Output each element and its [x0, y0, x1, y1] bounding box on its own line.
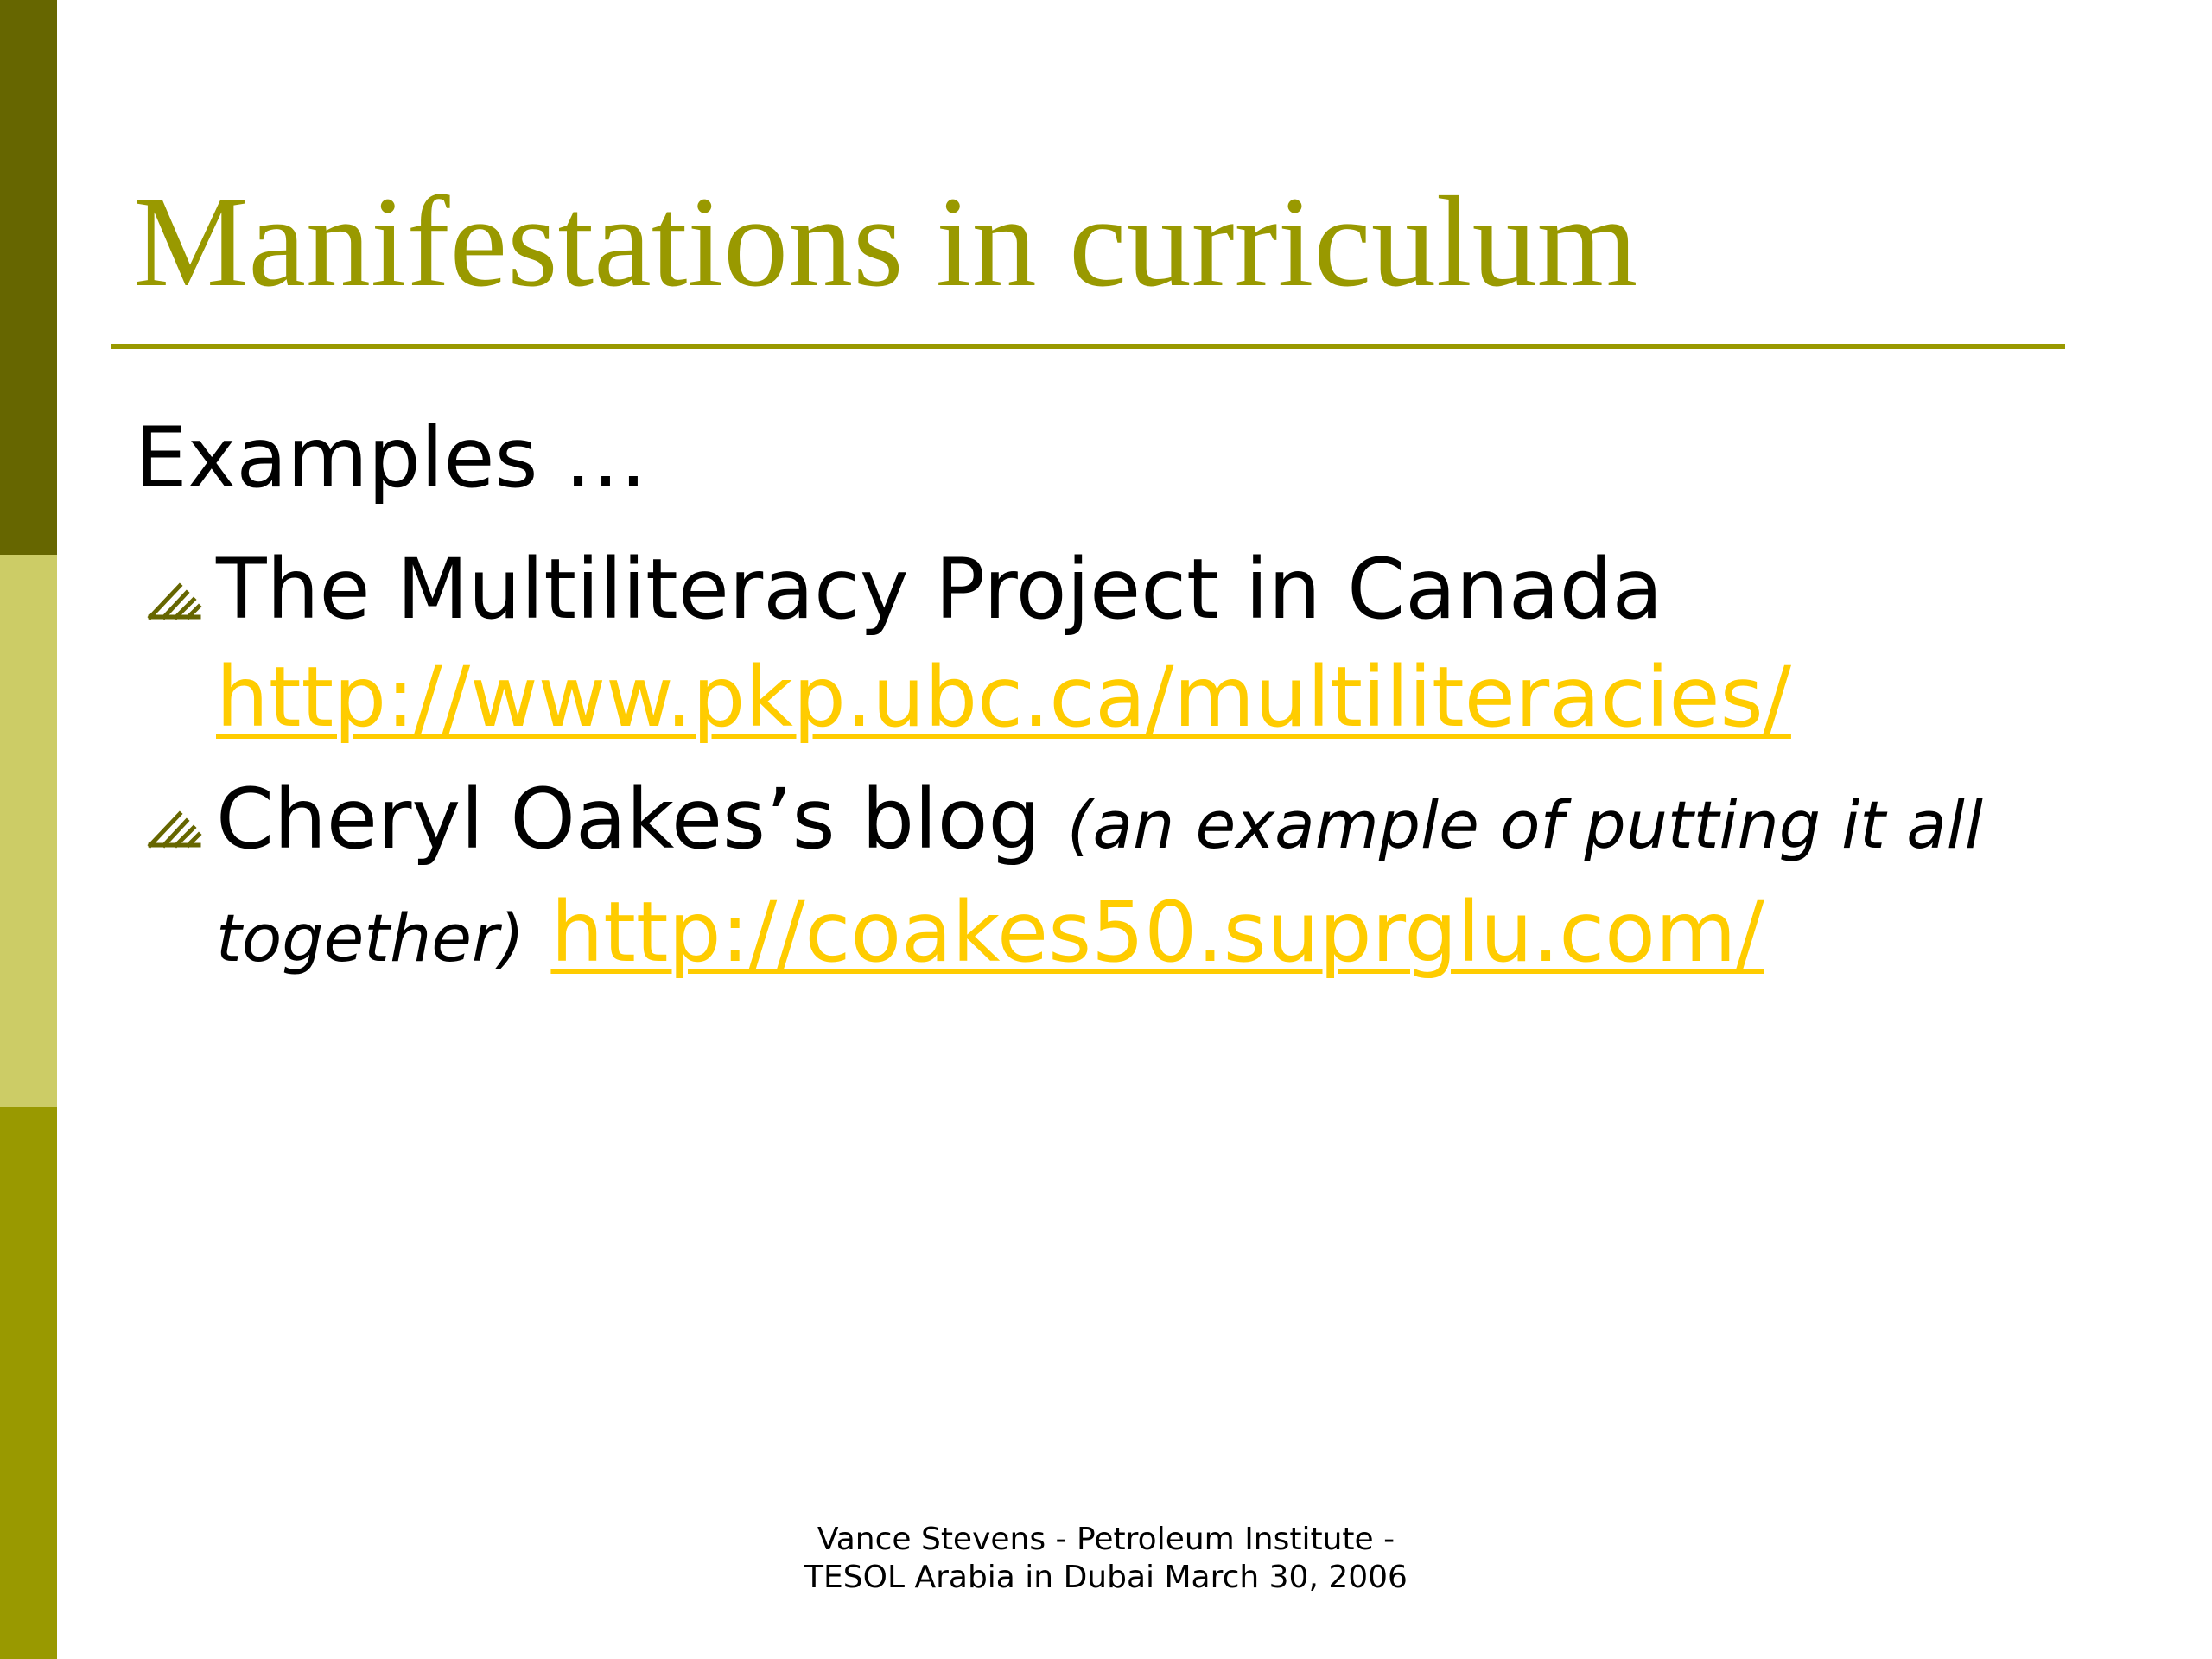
striped-wedge-icon: [147, 581, 202, 620]
side-band-bottom: [0, 1107, 57, 1659]
striped-wedge-icon: [147, 809, 202, 849]
blog-link[interactable]: http://coakes50.suprglu.com/: [550, 884, 1764, 981]
title-divider: [111, 344, 2065, 349]
slide-title: Manifestations in curriculum: [133, 170, 1638, 314]
side-band-top: [0, 0, 57, 555]
side-band-middle: [0, 555, 57, 1107]
bullet-text: The Multiliteracy Project in Canada: [216, 541, 1663, 638]
slide-footer: [674, 1521, 1538, 1597]
bullet-note: (an example of putting it all together): [216, 786, 1984, 976]
multiliteracy-link[interactable]: http://www.pkp.ubc.ca/multiliteracies/: [216, 649, 1791, 746]
bullet-text: Cheryl Oakes’s blog: [216, 771, 1041, 868]
intro-text: Examples …: [135, 410, 648, 506]
bullet-item: [216, 766, 2074, 992]
footer-line: TESOL Arabia in Dubai March 30, 2006: [804, 1560, 1408, 1595]
footer-line: Vance Stevens - Petroleum Institute -: [817, 1522, 1395, 1557]
bullet-item: [216, 536, 2074, 752]
